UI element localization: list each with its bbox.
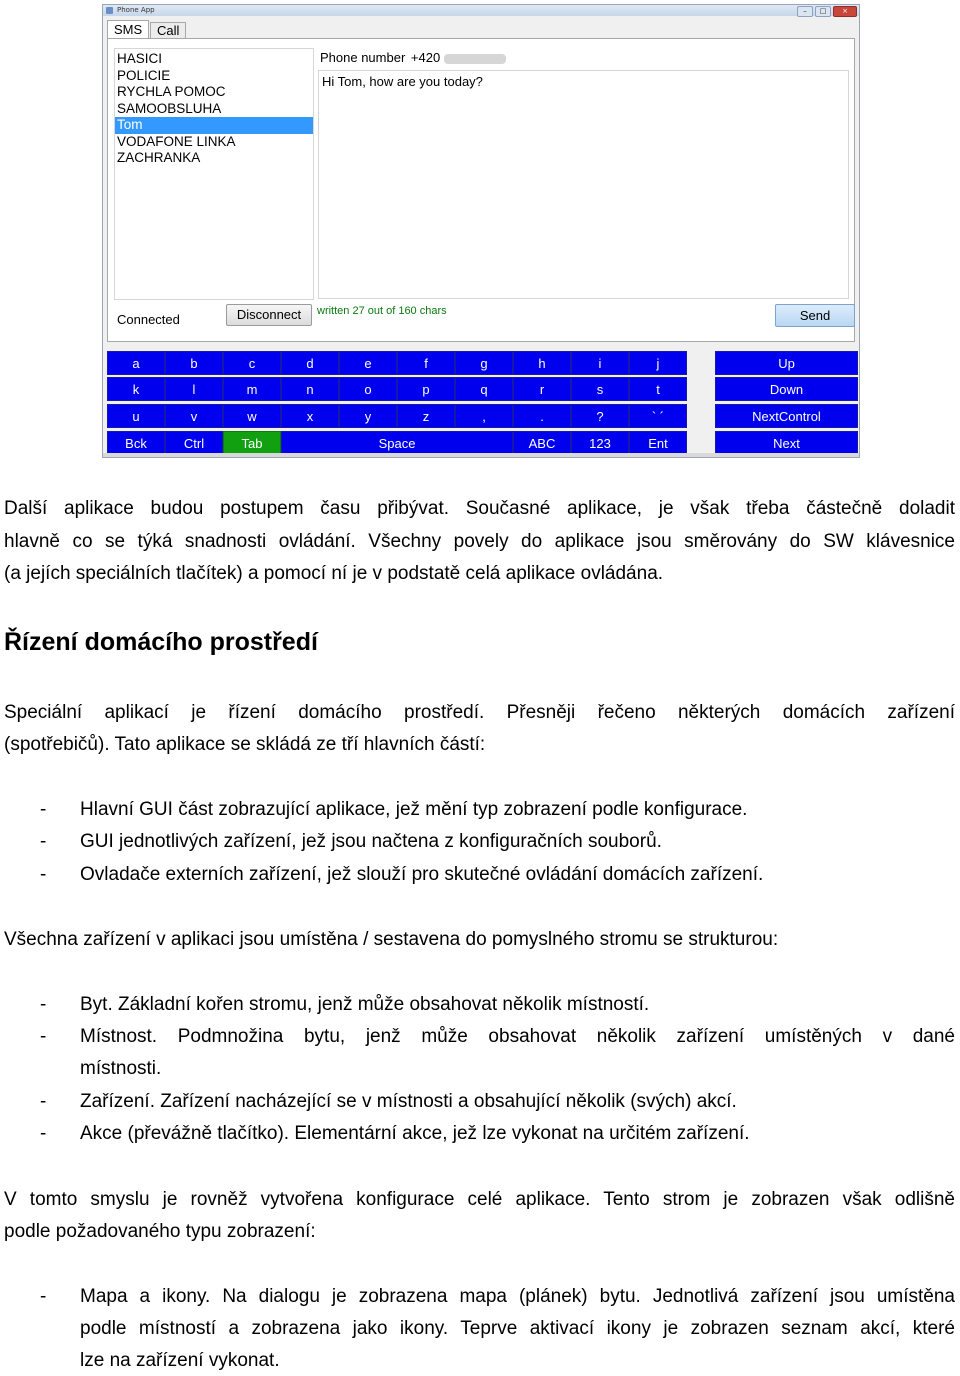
key-z[interactable]: z: [397, 404, 455, 428]
contact-list[interactable]: [114, 48, 314, 300]
char-counter: written 27 out of 160 chars: [317, 305, 447, 317]
key-nextcontrol[interactable]: NextControl: [715, 404, 858, 428]
list-bullet: -: [40, 864, 47, 885]
list-bullet: -: [40, 799, 47, 820]
key-l[interactable]: l: [165, 377, 223, 401]
software-keyboard: [107, 347, 857, 453]
paragraph-line: V tomto smyslu je rovněž vytvořena konfigurace celé aplikace. Tento strom je zobrazen však odlišně: [4, 1189, 955, 1210]
minimize-icon[interactable]: –: [797, 6, 813, 17]
key-r[interactable]: r: [513, 377, 571, 401]
list-item: Zařízení. Zařízení nacházející se v místnosti a obsahující několik (svých) akcí.: [80, 1091, 737, 1112]
key-space[interactable]: Space: [281, 431, 513, 455]
key-n[interactable]: n: [281, 377, 339, 401]
key-g[interactable]: g: [455, 351, 513, 375]
list-item[interactable]: RYCHLA POMOC: [117, 84, 226, 99]
key-q[interactable]: q: [455, 377, 513, 401]
key-o[interactable]: o: [339, 377, 397, 401]
send-button[interactable]: Send: [775, 304, 855, 327]
list-item: Ovladače externích zařízení, jež slouží pro skutečné ovládání domácích zařízení.: [80, 864, 764, 885]
app-icon: [106, 7, 113, 14]
maximize-icon[interactable]: □: [815, 6, 831, 17]
key-abc[interactable]: ABC: [513, 431, 571, 455]
list-bullet: -: [40, 994, 47, 1015]
key-h[interactable]: h: [513, 351, 571, 375]
key-accent[interactable]: ` ´: [629, 404, 687, 428]
title-bar: [103, 5, 859, 16]
key-down[interactable]: Down: [715, 377, 858, 401]
connection-status: Connected: [117, 312, 180, 327]
key-comma[interactable]: ,: [455, 404, 513, 428]
phone-number-value: +420: [410, 50, 441, 65]
key-k[interactable]: k: [107, 377, 165, 401]
key-v[interactable]: v: [165, 404, 223, 428]
paragraph-line: Další aplikace budou postupem času přibývat. Současné aplikace, je však třeba částečně doladit: [4, 498, 955, 519]
tab-sms[interactable]: SMS: [107, 20, 149, 39]
redacted-number: [444, 54, 506, 64]
key-b[interactable]: b: [165, 351, 223, 375]
key-f[interactable]: f: [397, 351, 455, 375]
phone-number-label: Phone number: [320, 50, 406, 65]
list-bullet: -: [40, 1091, 47, 1112]
list-item[interactable]: HASICI: [117, 51, 163, 66]
list-item: Byt. Základní kořen stromu, jenž může obsahovat několik místností.: [80, 994, 650, 1015]
taskbar-strip: [103, 453, 859, 457]
key-d[interactable]: d: [281, 351, 339, 375]
key-x[interactable]: x: [281, 404, 339, 428]
list-item: Mapa a ikony. Na dialogu je zobrazena mapa (plánek) bytu. Jednotlivá zařízení jsou umístěna: [80, 1286, 955, 1307]
list-bullet: -: [40, 1286, 47, 1307]
key-ctrl[interactable]: Ctrl: [165, 431, 223, 455]
list-item-continued: místnosti.: [80, 1058, 162, 1079]
list-item: GUI jednotlivých zařízení, jež jsou načtena z konfiguračních souborů.: [80, 831, 662, 852]
key-u[interactable]: u: [107, 404, 165, 428]
key-s[interactable]: s: [571, 377, 629, 401]
section-heading: Řízení domácího prostředí: [4, 628, 318, 656]
key-123[interactable]: 123: [571, 431, 629, 455]
list-item-selected[interactable]: Tom: [115, 117, 313, 134]
key-p[interactable]: p: [397, 377, 455, 401]
key-m[interactable]: m: [223, 377, 281, 401]
key-a[interactable]: a: [107, 351, 165, 375]
phone-number-row: [320, 50, 506, 65]
close-icon[interactable]: ×: [833, 6, 857, 17]
message-input[interactable]: Hi Tom, how are you today?: [318, 70, 849, 299]
key-i[interactable]: i: [571, 351, 629, 375]
key-t[interactable]: t: [629, 377, 687, 401]
list-item[interactable]: POLICIE: [117, 67, 171, 83]
sms-panel: [107, 38, 855, 342]
paragraph-line: hlavně co se týká snadnosti ovládání. Všechny povely do aplikace jsou směrovány do SW klávesnice: [4, 531, 955, 552]
key-enter[interactable]: Ent: [629, 431, 687, 455]
key-next[interactable]: Next: [715, 431, 858, 455]
list-item[interactable]: ZACHRANKA: [117, 150, 201, 165]
paragraph-line: (spotřebičů). Tato aplikace se skládá ze tří hlavních částí:: [4, 734, 486, 755]
list-item-continued: podle místností a zobrazena jako ikony. Teprve aktivací ikony je zobrazen seznam akcí, které: [80, 1318, 955, 1339]
window-title: Phone App: [117, 6, 155, 14]
key-w[interactable]: w: [223, 404, 281, 428]
list-bullet: -: [40, 831, 47, 852]
list-bullet: -: [40, 1123, 47, 1144]
disconnect-button[interactable]: Disconnect: [226, 304, 312, 326]
paragraph-line: (a jejích speciálních tlačítek) a pomocí ní je v podstatě celá aplikace ovládána.: [4, 563, 664, 584]
list-item[interactable]: SAMOOBSLUHA: [117, 100, 222, 116]
list-item: Místnost. Podmnožina bytu, jenž může obsahovat několik zařízení umístěných v dané: [80, 1026, 955, 1047]
tab-call[interactable]: Call: [150, 22, 186, 38]
key-j[interactable]: j: [629, 351, 687, 375]
list-item-continued: lze na zařízení vykonat.: [80, 1350, 280, 1371]
phone-app-window: [102, 4, 860, 458]
key-e[interactable]: e: [339, 351, 397, 375]
key-backspace[interactable]: Bck: [107, 431, 165, 455]
key-tab[interactable]: Tab: [223, 431, 281, 455]
list-item: Akce (převážně tlačítko). Elementární akce, jež lze vykonat na určitém zařízení.: [80, 1123, 750, 1144]
key-period[interactable]: .: [513, 404, 571, 428]
list-item[interactable]: VODAFONE LINKA: [117, 133, 236, 149]
paragraph-line: Speciální aplikací je řízení domácího prostředí. Přesněji řečeno některých domácích zařízení: [4, 702, 955, 723]
list-item: Hlavní GUI část zobrazující aplikace, jež mění typ zobrazení podle konfigurace.: [80, 799, 748, 820]
list-bullet: -: [40, 1026, 47, 1047]
key-c[interactable]: c: [223, 351, 281, 375]
key-y[interactable]: y: [339, 404, 397, 428]
paragraph-line: Všechna zařízení v aplikaci jsou umístěna / sestavena do pomyslného stromu se strukturou:: [4, 929, 779, 950]
key-question[interactable]: ?: [571, 404, 629, 428]
key-up[interactable]: Up: [715, 351, 858, 375]
paragraph-line: podle požadovaného typu zobrazení:: [4, 1221, 316, 1242]
